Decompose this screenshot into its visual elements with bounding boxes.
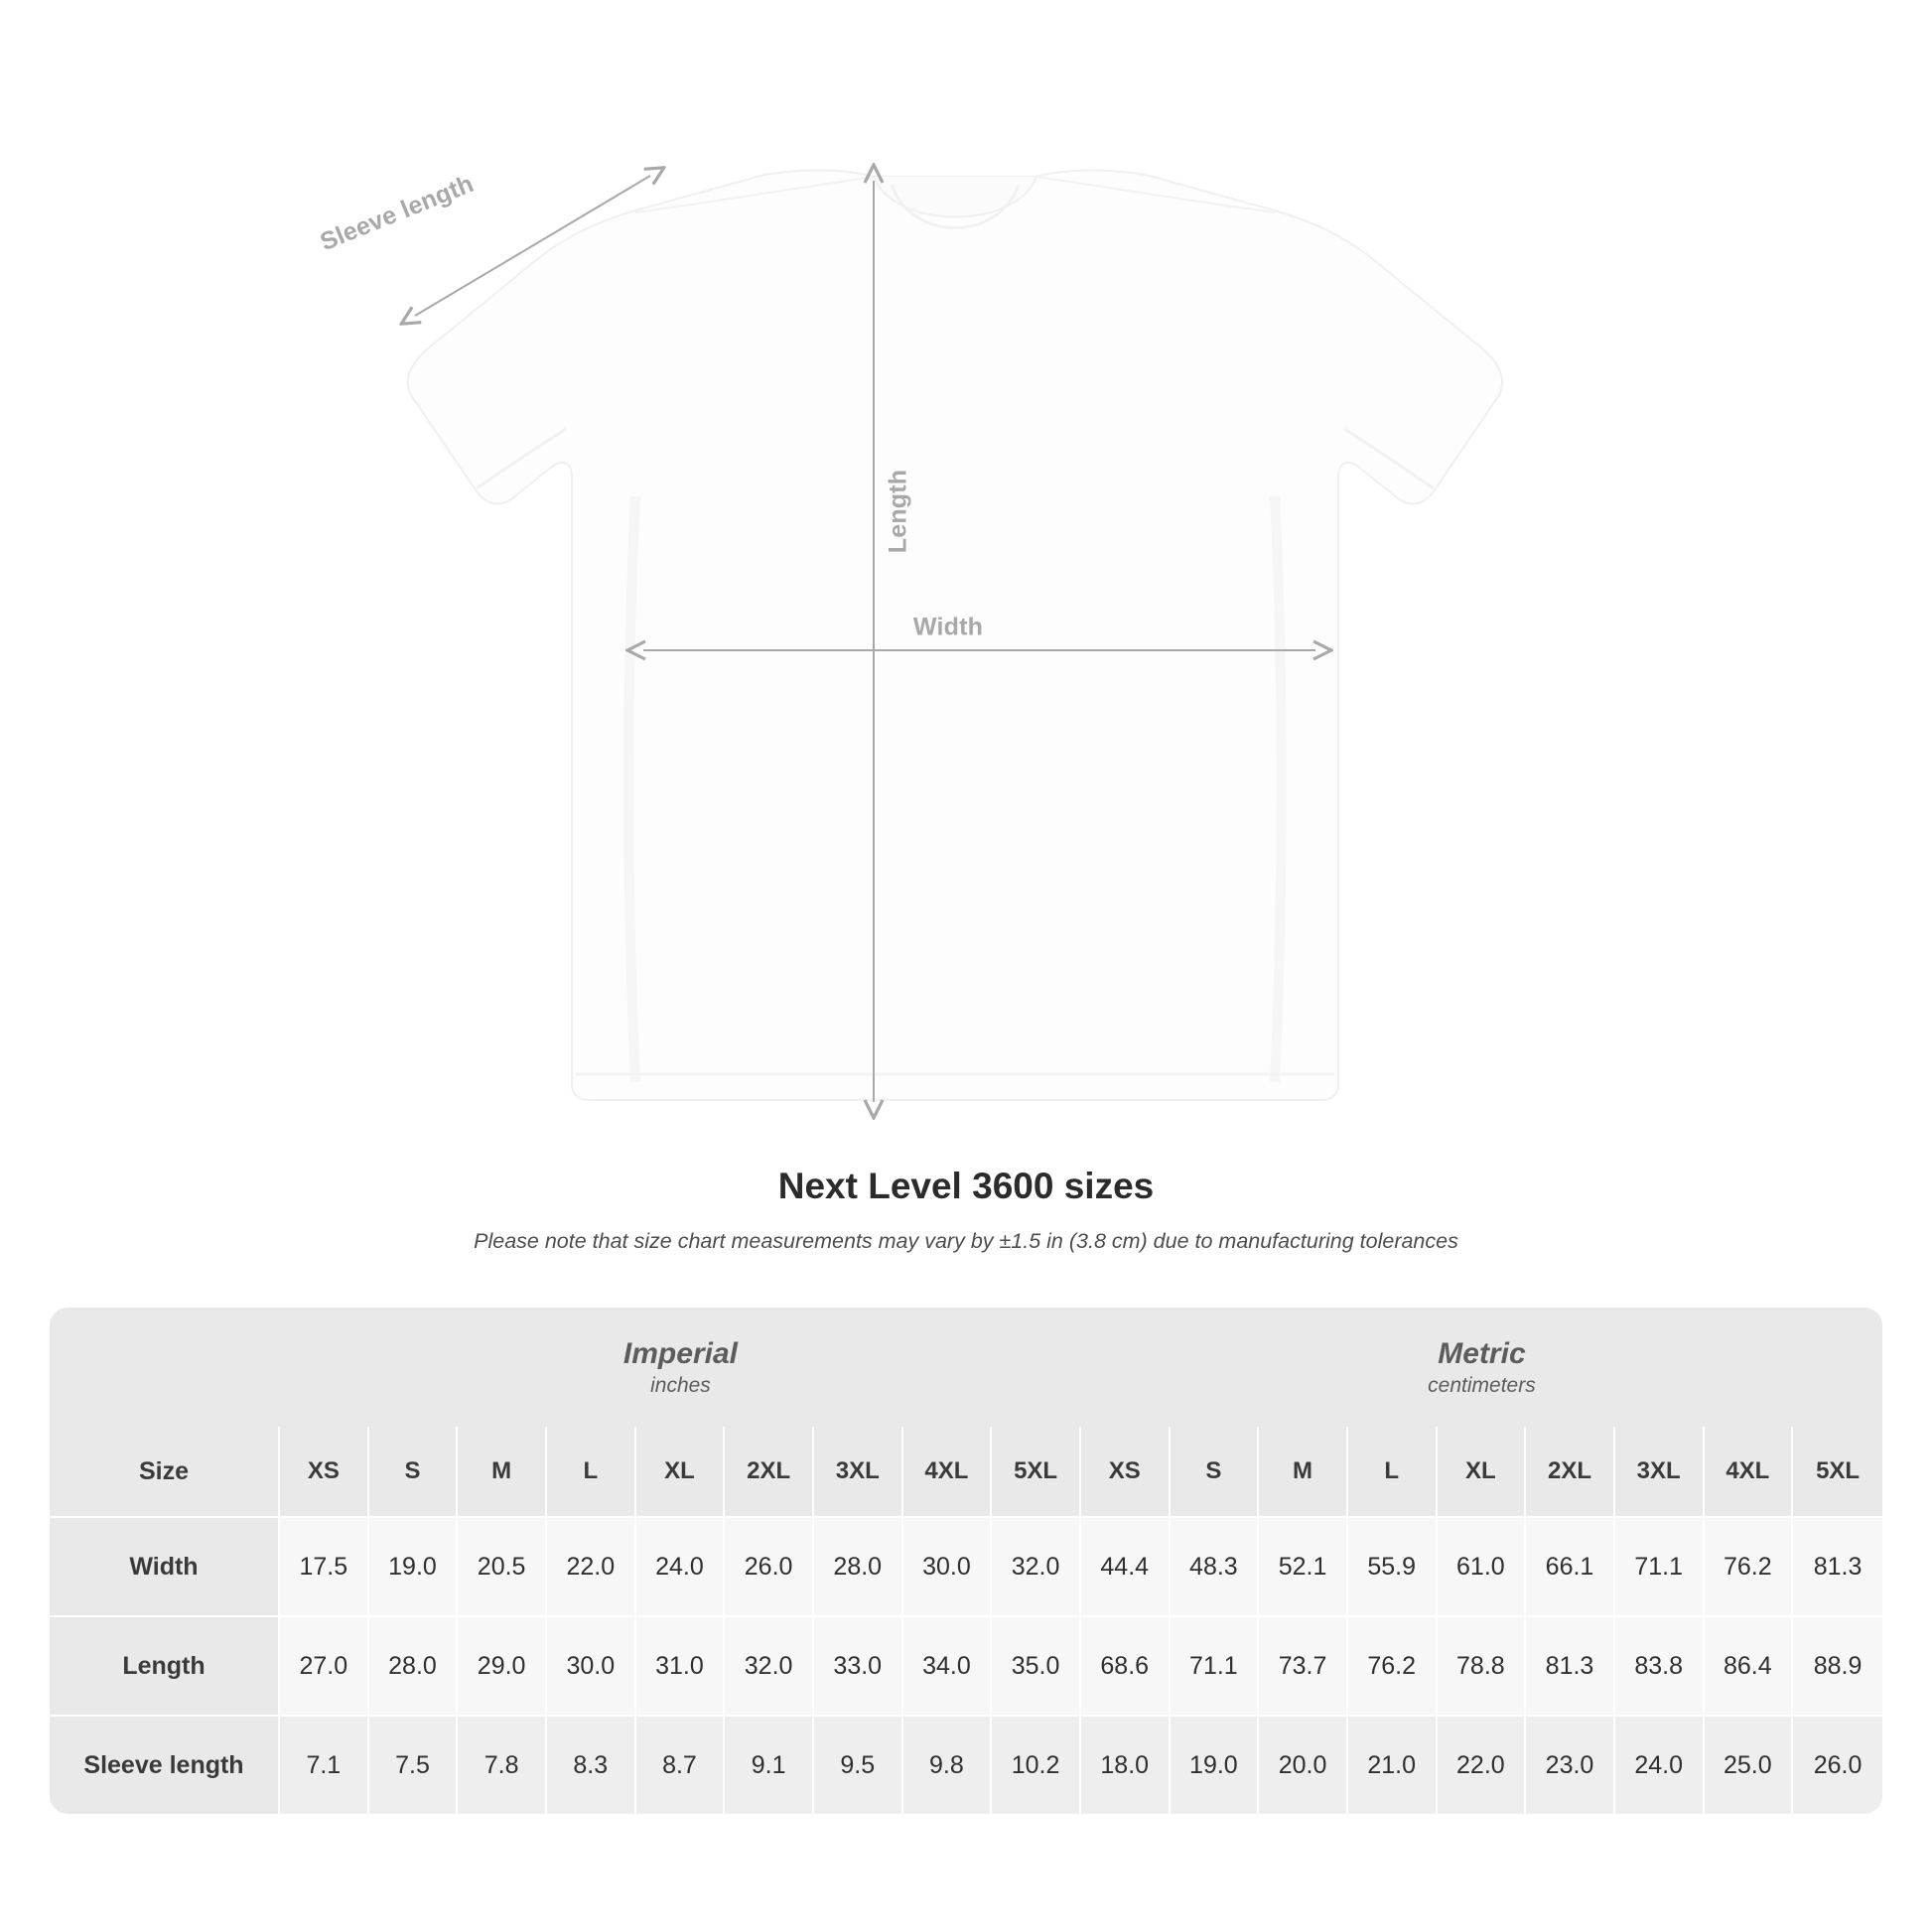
cell-sleeve-met-4xl: 25.0: [1705, 1715, 1794, 1814]
size-col-imp-2xl: 2XL: [725, 1427, 814, 1516]
sleeve-length-label: Sleeve length: [316, 169, 478, 257]
size-col-met-m: M: [1259, 1427, 1348, 1516]
size-col-met-3xl: 3XL: [1615, 1427, 1705, 1516]
cell-width-met-m: 52.1: [1259, 1516, 1348, 1615]
size-col-met-l: L: [1348, 1427, 1438, 1516]
cell-length-met-s: 71.1: [1171, 1615, 1260, 1715]
cell-sleeve-imp-5xl: 10.2: [992, 1715, 1081, 1814]
cell-sleeve-imp-m: 7.8: [458, 1715, 547, 1814]
size-col-imp-xl: XL: [636, 1427, 726, 1516]
cell-sleeve-imp-2xl: 9.1: [725, 1715, 814, 1814]
size-col-imp-m: M: [458, 1427, 547, 1516]
cell-sleeve-met-l: 21.0: [1348, 1715, 1438, 1814]
cell-length-imp-xs: 27.0: [280, 1615, 369, 1715]
cell-width-met-3xl: 71.1: [1615, 1516, 1705, 1615]
cell-length-imp-3xl: 33.0: [814, 1615, 903, 1715]
unit-metric-sub: centimeters: [1428, 1374, 1536, 1398]
cell-width-met-2xl: 66.1: [1526, 1516, 1615, 1615]
cell-width-met-l: 55.9: [1348, 1516, 1438, 1615]
cell-length-met-2xl: 81.3: [1526, 1615, 1615, 1715]
cell-sleeve-met-3xl: 24.0: [1615, 1715, 1705, 1814]
cell-sleeve-met-xs: 18.0: [1081, 1715, 1171, 1814]
cell-width-imp-m: 20.5: [458, 1516, 547, 1615]
size-col-met-4xl: 4XL: [1705, 1427, 1794, 1516]
size-col-met-5xl: 5XL: [1793, 1427, 1882, 1516]
row-label-sleeve-length: Sleeve length: [50, 1715, 280, 1814]
cell-width-imp-5xl: 32.0: [992, 1516, 1081, 1615]
cell-length-imp-xl: 31.0: [636, 1615, 726, 1715]
cell-length-imp-4xl: 34.0: [903, 1615, 993, 1715]
cell-sleeve-imp-xl: 8.7: [636, 1715, 726, 1814]
cell-length-met-3xl: 83.8: [1615, 1615, 1705, 1715]
cell-length-met-5xl: 88.9: [1793, 1615, 1882, 1715]
cell-width-imp-2xl: 26.0: [725, 1516, 814, 1615]
row-label-length: Length: [50, 1615, 280, 1715]
cell-length-imp-m: 29.0: [458, 1615, 547, 1715]
cell-width-imp-s: 19.0: [369, 1516, 459, 1615]
cell-sleeve-imp-3xl: 9.5: [814, 1715, 903, 1814]
size-header-cell: Size: [50, 1427, 280, 1516]
cell-width-met-4xl: 76.2: [1705, 1516, 1794, 1615]
size-col-imp-3xl: 3XL: [814, 1427, 903, 1516]
size-col-imp-xs: XS: [280, 1427, 369, 1516]
cell-sleeve-imp-4xl: 9.8: [903, 1715, 993, 1814]
cell-sleeve-met-2xl: 23.0: [1526, 1715, 1615, 1814]
cell-length-met-4xl: 86.4: [1705, 1615, 1794, 1715]
cell-sleeve-met-s: 19.0: [1171, 1715, 1260, 1814]
unit-header-metric: [1081, 1308, 1882, 1427]
tolerance-note: Please note that size chart measurements may vary by ±1.5 in (3.8 cm) due to manufacturing tolerances: [474, 1229, 1458, 1253]
size-table: [50, 1308, 1882, 1814]
width-label: Width: [912, 613, 984, 641]
cell-length-met-m: 73.7: [1259, 1615, 1348, 1715]
cell-length-met-l: 76.2: [1348, 1615, 1438, 1715]
cell-width-met-s: 48.3: [1171, 1516, 1260, 1615]
size-col-imp-5xl: 5XL: [992, 1427, 1081, 1516]
size-col-imp-s: S: [369, 1427, 459, 1516]
size-col-imp-l: L: [547, 1427, 636, 1516]
cell-length-imp-s: 28.0: [369, 1615, 459, 1715]
cell-width-imp-xl: 24.0: [636, 1516, 726, 1615]
cell-width-imp-xs: 17.5: [280, 1516, 369, 1615]
cell-width-met-5xl: 81.3: [1793, 1516, 1882, 1615]
cell-length-met-xs: 68.6: [1081, 1615, 1171, 1715]
size-col-met-xs: XS: [1081, 1427, 1171, 1516]
cell-length-imp-2xl: 32.0: [725, 1615, 814, 1715]
cell-width-met-xl: 61.0: [1438, 1516, 1527, 1615]
size-col-imp-4xl: 4XL: [903, 1427, 993, 1516]
cell-length-imp-l: 30.0: [547, 1615, 636, 1715]
cell-sleeve-met-5xl: 26.0: [1793, 1715, 1882, 1814]
cell-sleeve-met-m: 20.0: [1259, 1715, 1348, 1814]
size-col-met-xl: XL: [1438, 1427, 1527, 1516]
unit-metric-name: Metric: [1438, 1336, 1526, 1370]
length-label: Length: [884, 469, 912, 554]
table-row: [50, 1615, 1882, 1715]
table-row: [50, 1516, 1882, 1615]
size-table-wrapper: [50, 1308, 1882, 1814]
cell-sleeve-met-xl: 22.0: [1438, 1715, 1527, 1814]
row-label-width: Width: [50, 1516, 280, 1615]
page-title: Next Level 3600 sizes: [777, 1166, 1155, 1206]
unit-imperial-name: Imperial: [622, 1336, 738, 1370]
size-header-row: [50, 1427, 1882, 1516]
cell-width-imp-3xl: 28.0: [814, 1516, 903, 1615]
cell-width-imp-l: 22.0: [547, 1516, 636, 1615]
size-col-met-s: S: [1171, 1427, 1260, 1516]
cell-length-imp-5xl: 35.0: [992, 1615, 1081, 1715]
unit-header-imperial: [280, 1308, 1081, 1427]
table-corner: [50, 1308, 280, 1427]
cell-sleeve-imp-l: 8.3: [547, 1715, 636, 1814]
cell-width-met-xs: 44.4: [1081, 1516, 1171, 1615]
cell-width-imp-4xl: 30.0: [903, 1516, 993, 1615]
cell-length-met-xl: 78.8: [1438, 1615, 1527, 1715]
cell-sleeve-imp-xs: 7.1: [280, 1715, 369, 1814]
table-row: [50, 1715, 1882, 1814]
size-col-met-2xl: 2XL: [1526, 1427, 1615, 1516]
cell-sleeve-imp-s: 7.5: [369, 1715, 459, 1814]
unit-header-row: [50, 1308, 1882, 1427]
unit-imperial-sub: inches: [650, 1374, 711, 1398]
